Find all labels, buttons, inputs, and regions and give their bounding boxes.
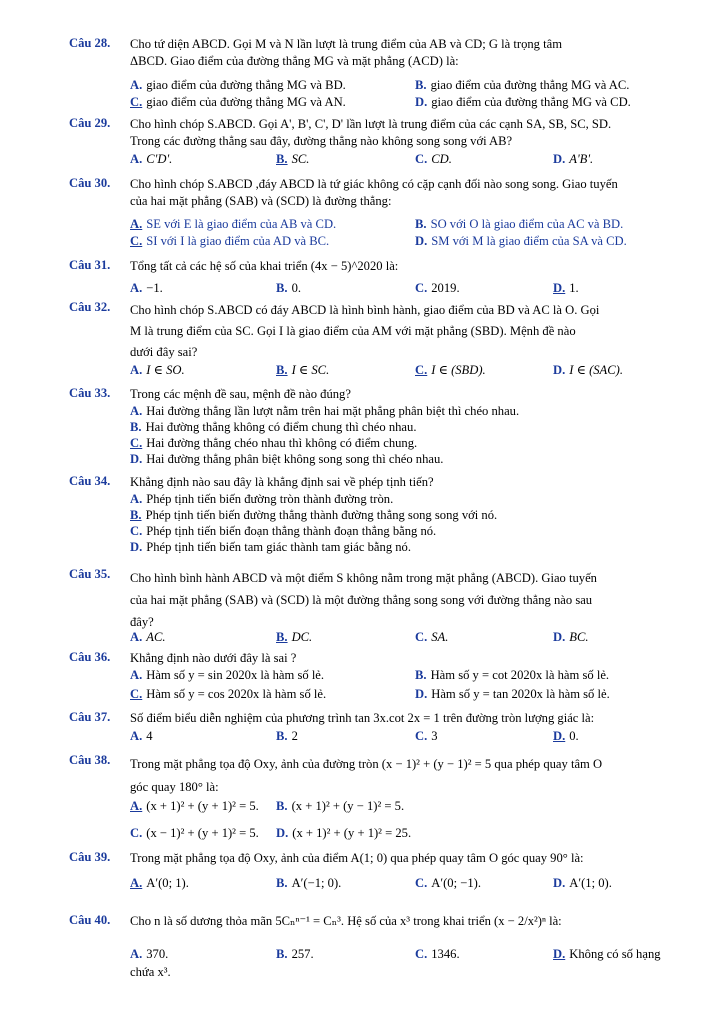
- option-b[interactable]: B. (x + 1)² + (y − 1)² = 5.: [276, 799, 405, 813]
- option-b[interactable]: B. SO với O là giao điểm của AC và BD.: [415, 217, 624, 231]
- option-a[interactable]: A. I ∈ SO.: [130, 363, 185, 377]
- option-c[interactable]: C. CD.: [415, 152, 452, 166]
- question-stem: Cho hình chóp S.ABCD có đáy ABCD là hình bình hành, giao điểm của BD và AC là O. Gọi M là trung điểm của SC. Gọi I là giao điểm của AM với mặt phẳng (SBD). Mệnh đề nào dưới đây sai?: [130, 303, 600, 359]
- option-b[interactable]: B. giao điểm của đường thẳng MG và AC.: [415, 78, 630, 92]
- option-c[interactable]: C. giao điểm của đường thẳng MG và AN.: [130, 95, 346, 109]
- option-c[interactable]: C. Hàm số y = cos 2020x là hàm số lẻ.: [130, 687, 327, 701]
- option-a[interactable]: A. AC.: [130, 630, 166, 644]
- option-d[interactable]: D. Không có số hạng: [553, 947, 661, 961]
- option-c[interactable]: C. 2019.: [415, 281, 460, 295]
- option-b[interactable]: B. SC.: [276, 152, 310, 166]
- question-stem: Cho hình bình hành ABCD và một điểm S không nằm trong mặt phẳng (ABCD). Giao tuyến của hai mặt phẳng (SAB) và (SCD) là một đường thẳng song song với đường thẳng nào sau đây?: [130, 571, 597, 629]
- question-number: Câu 38.: [69, 753, 111, 767]
- option-d[interactable]: D. Hai đường thẳng phân biệt không song song thì chéo nhau.: [130, 452, 444, 466]
- option-b[interactable]: B. DC.: [276, 630, 313, 644]
- question-stem: Cho tứ diện ABCD. Gọi M và N lần lượt là trung điểm của AB và CD; G là trọng tâm ΔBCD. Giao điểm của đường thẳng MG và mặt phẳng (ACD) là:: [130, 37, 563, 68]
- question-stem: Số điểm biểu diễn nghiệm của phương trình tan 3x.cot 2x = 1 trên đường tròn lượng giác là:: [130, 711, 595, 725]
- option-c[interactable]: C. Hai đường thẳng chéo nhau thì không có điểm chung.: [130, 436, 418, 450]
- option-d[interactable]: D. giao điểm của đường thẳng MG và CD.: [415, 95, 631, 109]
- option-b[interactable]: B. A′(−1; 0).: [276, 876, 342, 890]
- question-stem: Khẳng định nào sau đây là khẳng định sai về phép tịnh tiến?: [130, 475, 434, 489]
- question-number: Câu 30.: [69, 176, 111, 190]
- question-number: Câu 33.: [69, 386, 111, 400]
- option-b[interactable]: B. 0.: [276, 281, 302, 295]
- option-d[interactable]: D. (x + 1)² + (y + 1)² = 25.: [276, 826, 412, 840]
- question-number: Câu 40.: [69, 913, 111, 927]
- option-a[interactable]: A. (x + 1)² + (y + 1)² = 5.: [130, 799, 259, 813]
- option-b[interactable]: B. 257.: [276, 947, 314, 961]
- question-stem: Tổng tất cả các hệ số của khai triển (4x − 5)^2020 là:: [130, 259, 399, 273]
- option-c[interactable]: C. 3: [415, 729, 438, 743]
- option-b[interactable]: B. Hàm số y = cot 2020x là hàm số lẻ.: [415, 668, 610, 682]
- option-b[interactable]: B. Phép tịnh tiến biến đường thẳng thành đường thẳng song song với nó.: [130, 508, 498, 522]
- question-number: Câu 31.: [69, 258, 111, 272]
- option-d[interactable]: D. I ∈ (SAC).: [553, 363, 623, 377]
- option-c[interactable]: C. SA.: [415, 630, 449, 644]
- question-stem: Trong mặt phẳng tọa độ Oxy, ảnh của điểm A(1; 0) qua phép quay tâm O góc quay 90° là:: [130, 851, 584, 865]
- option-a[interactable]: A. A′(0; 1).: [130, 876, 189, 890]
- option-d[interactable]: D. Hàm số y = tan 2020x là hàm số lẻ.: [415, 687, 610, 701]
- option-c[interactable]: C. I ∈ (SBD).: [415, 363, 486, 377]
- option-c[interactable]: C. SI với I là giao điểm của AD và BC.: [130, 234, 330, 248]
- question-number: Câu 34.: [69, 474, 111, 488]
- option-a[interactable]: A. C'D'.: [130, 152, 173, 166]
- question-number: Câu 37.: [69, 710, 111, 724]
- question-number: Câu 36.: [69, 650, 111, 664]
- option-d-continuation: chứa x³.: [130, 965, 171, 979]
- option-d[interactable]: D. A'B'.: [553, 152, 594, 166]
- option-d[interactable]: D. A′(1; 0).: [553, 876, 612, 890]
- question-stem: Khẳng định nào dưới đây là sai ?: [130, 651, 297, 665]
- option-a[interactable]: A. 370.: [130, 947, 169, 961]
- question-number: Câu 39.: [69, 850, 111, 864]
- option-a[interactable]: A. SE với E là giao điểm của AB và CD.: [130, 217, 337, 231]
- option-d[interactable]: D. Phép tịnh tiến biến tam giác thành tam giác bằng nó.: [130, 540, 412, 554]
- option-c[interactable]: C. Phép tịnh tiến biến đoạn thẳng thành đoạn thẳng bằng nó.: [130, 524, 437, 538]
- question-number: Câu 32.: [69, 300, 111, 314]
- question-number: Câu 35.: [69, 567, 111, 581]
- option-b[interactable]: B. Hai đường thẳng không có điểm chung thì chéo nhau.: [130, 420, 417, 434]
- question-stem: Cho hình chóp S.ABCD. Gọi A', B', C', D' lần lượt là trung điểm của các cạnh SA, SB, SC, SD. Trong các đường thẳng sau đây, đường thẳng nào không song song với AB?: [130, 117, 612, 148]
- option-b[interactable]: B. 2: [276, 729, 298, 743]
- question-stem: Cho hình chóp S.ABCD ,đáy ABCD là tứ giác không có cặp cạnh đối nào song song. Giao tuyến của hai mặt phẳng (SAB) và (SCD) là đường thẳng:: [130, 177, 618, 208]
- option-a[interactable]: A. Hàm số y = sin 2020x là hàm số lẻ.: [130, 668, 325, 682]
- option-b[interactable]: B. I ∈ SC.: [276, 363, 330, 377]
- question-stem: Cho n là số dương thỏa mãn 5Cₙⁿ⁻¹ = Cₙ³. Hệ số của x³ trong khai triển (x − 2/x²)ⁿ là:: [130, 914, 562, 928]
- option-c[interactable]: C. (x − 1)² + (y + 1)² = 5.: [130, 826, 259, 840]
- option-a[interactable]: A. 4: [130, 729, 153, 743]
- option-c[interactable]: C. A′(0; −1).: [415, 876, 481, 890]
- option-d[interactable]: D. 0.: [553, 729, 579, 743]
- option-d[interactable]: D. 1.: [553, 281, 579, 295]
- option-a[interactable]: A. Phép tịnh tiến biến đường tròn thành đường tròn.: [130, 492, 394, 506]
- question-number: Câu 28.: [69, 36, 111, 50]
- option-a[interactable]: A. Hai đường thẳng lần lượt nằm trên hai mặt phẳng phân biệt thì chéo nhau.: [130, 404, 520, 418]
- question-stem: Trong các mệnh đề sau, mệnh đề nào đúng?: [130, 387, 351, 401]
- question-number: Câu 29.: [69, 116, 111, 130]
- option-c[interactable]: C. 1346.: [415, 947, 460, 961]
- option-a[interactable]: A. giao điểm của đường thẳng MG và BD.: [130, 78, 346, 92]
- option-d[interactable]: D. BC.: [553, 630, 589, 644]
- question-stem: Trong mặt phẳng tọa độ Oxy, ảnh của đường tròn (x − 1)² + (y − 1)² = 5 qua phép quay tâm O góc quay 180° là:: [130, 757, 603, 794]
- option-d[interactable]: D. SM với M là giao điểm của SA và CD.: [415, 234, 627, 248]
- option-a[interactable]: A. −1.: [130, 281, 163, 295]
